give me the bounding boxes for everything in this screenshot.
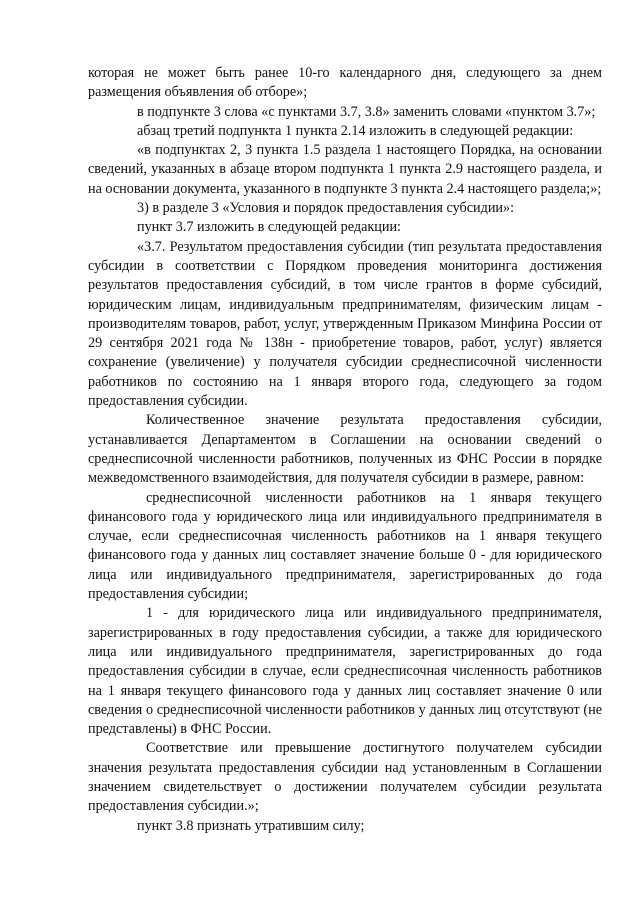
paragraph-clause-3-8: пункт 3.8 признать утратившим силу; xyxy=(137,817,365,834)
paragraph-value-one: 1 - для юридического лица или индивидуального предпринимателя, зарегистрированных в году предоставления субсидии, а также для юридического лица или индивидуального предпринимателя, зарегистрированных до года предоставления субсидии в случае, если среднесписочная численность работников на 1 января текущего финансового года у данных лиц составляет значение 0 или сведения о среднесписочной численности работников у данных лиц отсутствуют (не представлены) в ФНС России. xyxy=(88,605,602,738)
paragraph-clause-2-14: абзац третий подпункта 1 пункта 2.14 изложить в следующей редакции: xyxy=(137,122,574,139)
paragraph-quantitative-value: Количественное значение результата предоставления субсидии, устанавливается Департаментом в Соглашении на основании сведений о среднесписочной численности работников, полученных из ФНС России в порядке межведомственного взаимодействия, для получателя субсидии в размере, равном: xyxy=(88,412,602,487)
document-page xyxy=(88,64,602,836)
paragraph-compliance: Соответствие или превышение достигнутого получателем субсидии значения результата предоставления субсидии над установленным в Соглашении значением свидетельствует о достижении получателем субсидии результата предоставления субсидии.»; xyxy=(88,740,602,815)
paragraph-clause-3-7: «3.7. Результатом предоставления субсидии (тип результата предоставления субсидии в соответствии с Порядком проведения мониторинга достижения результатов предоставления субсидий, в том числе грантов в форме субсидий, юридическим лицам, индивидуальным предпринимателям, физическим лицам - производителям товаров, работ, услуг, утвержденным Приказом Минфина России от 29 сентября 2021 года № 138н - приобретение товаров, работ, услуг) является сохранение (увеличение) у получателя субсидии среднесписочной численности работников по состоянию на 1 января второго года, следующего за годом предоставления субсидии. xyxy=(88,238,602,410)
paragraph-average-headcount: среднесписочной численности работников на 1 января текущего финансового года у юридического лица или индивидуального предпринимателя в случае, если среднесписочная численность работников на 1 января текущего финансового года у данных лиц составляет значение больше 0 - для юридического лица или индивидуального предпринимателя, зарегистрированных до года предоставления субсидии; xyxy=(88,489,602,603)
paragraph-continuation: которая не может быть ранее 10-го календарного дня, следующего за днем размещения объявления об отборе»; xyxy=(88,65,602,101)
paragraph-clause-3-7-intro: пункт 3.7 изложить в следующей редакции: xyxy=(137,219,401,236)
paragraph-subclause-3: в подпункте 3 слова «с пунктами 3.7, 3.8» заменить словами «пунктом 3.7»; xyxy=(137,103,596,120)
paragraph-quoted-text: «в подпунктах 2, 3 пункта 1.5 раздела 1 настоящего Порядка, на основании сведений, указанных в абзаце втором подпункта 1 пункта 2.9 настоящего раздела, и на основании документа, указанного в подпункте 3 пункта 2.4 настоящего раздела;»; xyxy=(88,142,602,197)
paragraph-section-3: 3) в разделе 3 «Условия и порядок предоставления субсидии»: xyxy=(137,200,515,217)
